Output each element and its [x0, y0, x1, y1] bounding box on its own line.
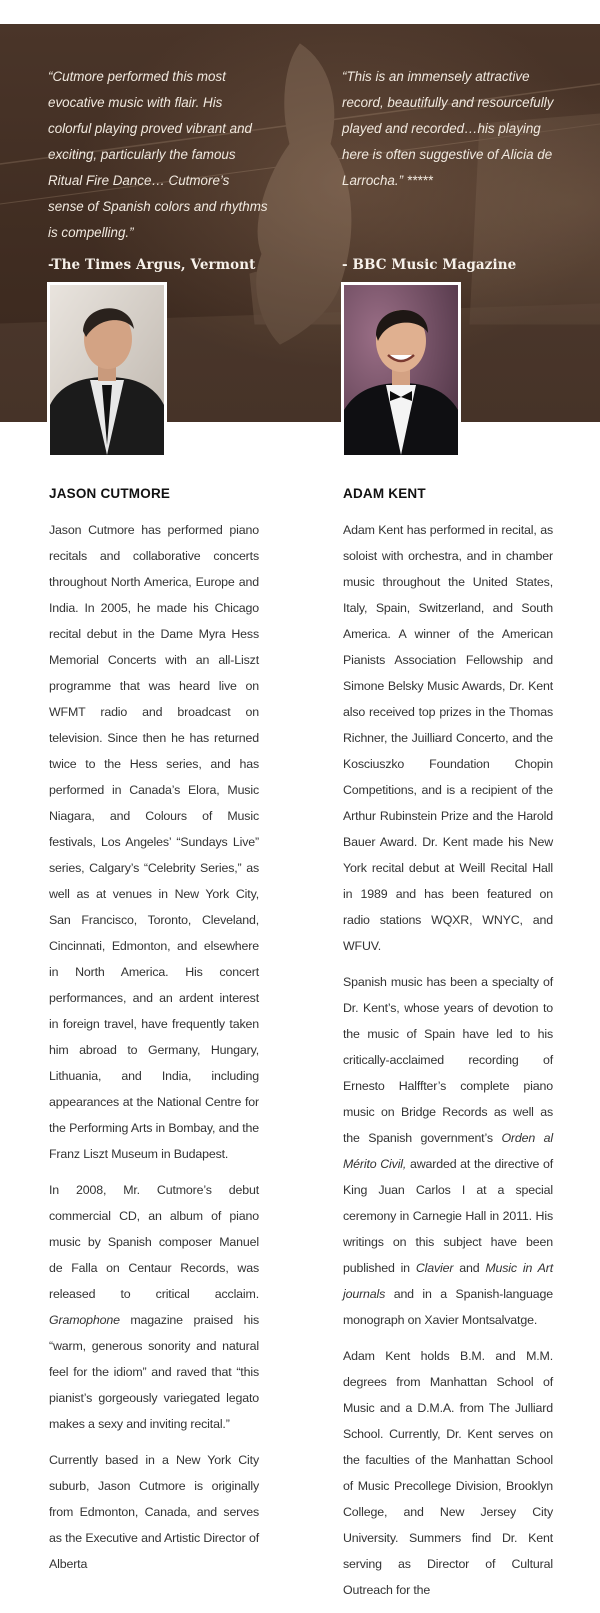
bio-text: and	[453, 1261, 486, 1275]
bio-paragraph: Currently based in a New York City suburb, Jason Cutmore is originally from Edmonton, Canada, and serves as the Executive and Artistic Director of Alberta	[49, 1453, 259, 1571]
quote-source-bbc: - BBC Music Magazine	[342, 257, 517, 273]
portrait-adam-kent	[341, 282, 461, 458]
bio-text: Spanish music has been a specialty of Dr. Kent’s, whose years of devotion to the music of Spain have led to his critically-acclaimed recording of Ernesto Halffter’s complete piano music on Bridge Records as well as the Spanish government’s	[343, 975, 553, 1145]
quote-text-times-argus: “Cutmore performed this most evocative music with flair. His colorful playing proved vibrant and exciting, particularly the famous Ritual Fire Dance… Cutmore’s sense of Spanish colors and rhythms is compelling.”	[48, 69, 268, 240]
bio-text: magazine praised his “warm, generous sonority and natural feel for the idiom” and raved that “this pianist’s gorgeously variegated legato makes a sexy and inviting recital.”	[49, 1313, 259, 1431]
publication-title: Clavier	[415, 1261, 454, 1275]
quote-text-bbc: “This is an immensely attractive record, beautifully and resourcefully played and recorded…his playing here is often suggestive of Alicia de Larrocha.” *****	[342, 69, 554, 188]
bio-paragraph: Adam Kent has performed in recital, as soloist with orchestra, and in chamber music throughout the United States, Italy, Spain, Switzerland, and South America. A winner of the American Pianists Association Fellowship and Simone Belsky Music Awards, Dr. Kent also received top prizes in the Thomas Richner, the Juilliard Concerto, and the Kosciuszko Foundation Chopin Competitions, and is a recipient of the Arthur Rubinstein Prize and the Harold Bauer Award. Dr. Kent made his New York recital debut at Weill Recital Hall in 1989 and has been featured on radio stations WQXR, WNYC, and WFUV.	[343, 523, 553, 953]
award-title: Orden al Mérito Civil,	[343, 1131, 553, 1171]
quote-source-times-argus: -The Times Argus, Vermont	[48, 257, 256, 273]
bio-paragraph: Jason Cutmore has performed piano recitals and collaborative concerts throughout North America, Europe and India. In 2005, he made his Chicago recital debut in the Dame Myra Hess Memorial Concerts with an all-Liszt programme that was heard live on WFMT radio and broadcast on television. Since then he has returned twice to the Hess series, and has performed in Canada’s Elora, Music Niagara, and Colours of Music festivals, Los Angeles’ “Sundays Live” series, Calgary’s “Celebrity Series,” as well as at venues in New York City, San Francisco, Toronto, Cleveland, Cincinnati, Edmonton, and elsewhere in North America. His concert performances, and an ardent interest in foreign travel, have frequently taken him abroad to Germany, Hungary, Lithuania, and India, including appearances at the National Centre for the Performing Arts in Bombay, and the Franz Liszt Museum in Budapest.	[49, 523, 259, 1161]
bio-text: awarded at the directive of King Juan Carlos I at a special ceremony in Carnegie Hall in 2011. His writings on this subject have been published in	[343, 1157, 554, 1275]
bio-paragraph	[343, 969, 553, 1333]
portrait-jason-cutmore	[47, 282, 167, 458]
bio-paragraph	[49, 1177, 259, 1437]
bio-text: and in a Spanish-language monograph on Xavier Montsalvatge.	[343, 1287, 553, 1327]
portrait-jason-cutmore-image	[50, 285, 164, 455]
publication-title: Gramophone	[49, 1313, 120, 1327]
bio-text: In 2008, Mr. Cutmore’s debut commercial CD, an album of piano music by Spanish composer Manuel de Falla on Centaur Records, was released to critical acclaim.	[49, 1183, 259, 1301]
artist-name-adam-kent: ADAM KENT	[343, 486, 426, 501]
publication-title: Music in Art journals	[343, 1261, 553, 1301]
bio-paragraph: Adam Kent holds B.M. and M.M. degrees from Manhattan School of Music and a D.M.A. from The Julliard School. Currently, Dr. Kent serves on the faculties of the Manhattan School of Music Precollege Division, Brooklyn College, and New Jersey City University. Summers find Dr. Kent serving as Director of Cultural Outreach for the	[343, 1349, 553, 1597]
portrait-adam-kent-image	[344, 285, 458, 455]
bio-adam-kent	[343, 517, 553, 1613]
bio-jason-cutmore	[49, 517, 259, 1587]
artist-name-jason-cutmore: JASON CUTMORE	[49, 486, 171, 501]
